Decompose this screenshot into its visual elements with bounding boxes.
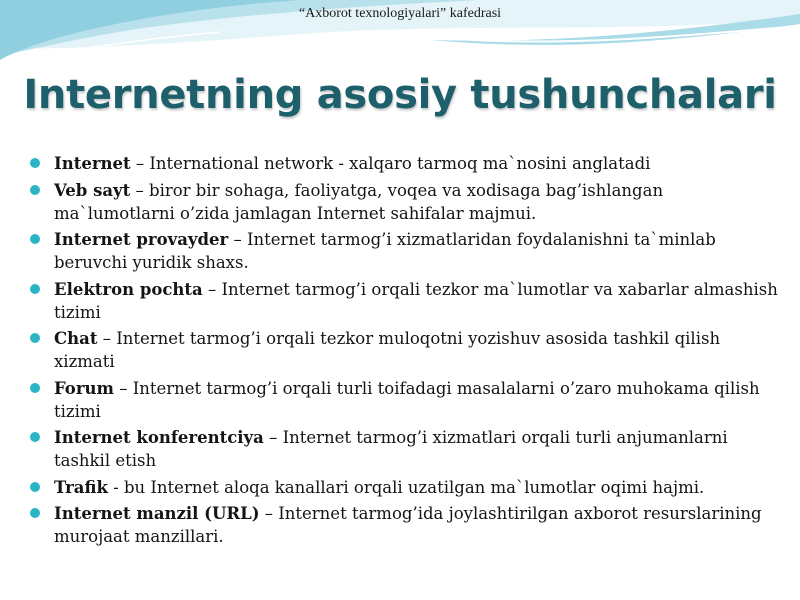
bullet-icon (30, 333, 40, 343)
item-definition: – Internet tarmog’ida joylashtirilgan axborot resurslarining murojaat manzillari. (54, 504, 762, 546)
item-term: Internet konferentciya (54, 428, 264, 447)
list-item (30, 476, 780, 499)
item-term: Elektron pochta (54, 279, 203, 299)
department-header: “Axborot texnologiyalari” kafedrasi (298, 6, 502, 21)
item-term: Forum (54, 378, 114, 398)
list-item (30, 377, 780, 423)
item-definition: – Internet tarmog’i xizmatlari orqali turli anjumanlarni tashkil etish (54, 428, 728, 470)
item-term: Internet provayder (54, 230, 229, 249)
item-definition: – Internet tarmog’i orqali turli toifadagi masalalarni o’zaro muhokama qilish tizimi (54, 378, 760, 421)
item-definition: – Internet tarmog’i xizmatlaridan foydalanishni ta`minlab beruvchi yuridik shaxs. (54, 230, 716, 272)
bullet-icon (30, 284, 40, 294)
item-definition: – International network - xalqaro tarmoq ma`nosini anglatadi (130, 154, 651, 173)
list-item (30, 327, 780, 373)
bullet-icon (30, 158, 40, 168)
item-term: Trafik (54, 477, 108, 497)
list-item (30, 152, 780, 175)
item-definition: – Internet tarmog’i orqali tezkor ma`lumotlar va xabarlar almashish tizimi (54, 279, 778, 322)
bullet-icon (30, 234, 40, 244)
item-term: Internet (54, 154, 131, 173)
item-definition: - bu Internet aloqa kanallari orqali uzatilgan ma`lumotlar oqimi hajmi. (107, 477, 705, 497)
list-item (30, 278, 780, 324)
list-item (30, 179, 780, 225)
concept-list (30, 152, 780, 552)
bullet-icon (30, 508, 40, 518)
item-term: Chat (54, 329, 98, 348)
bullet-icon (30, 185, 40, 195)
item-definition: – biror bir sohaga, faoliyatga, voqea va xodisaga bag’ishlangan ma`lumotlarni o’zida jamlagan Internet sahifalar majmui. (54, 180, 664, 223)
list-item (30, 228, 780, 274)
bullet-icon (30, 432, 40, 442)
list-item (30, 426, 780, 472)
item-definition: – Internet tarmog’i orqali tezkor muloqotni yozishuv asosida tashkil qilish xizmati (54, 329, 721, 371)
slide-title: Internetning asosiy tushunchalari (23, 72, 777, 118)
bullet-icon (30, 482, 40, 492)
list-item (30, 502, 780, 548)
item-term: Veb sayt (54, 180, 131, 200)
item-term: Internet manzil (URL) (54, 504, 260, 523)
bullet-icon (30, 383, 40, 393)
